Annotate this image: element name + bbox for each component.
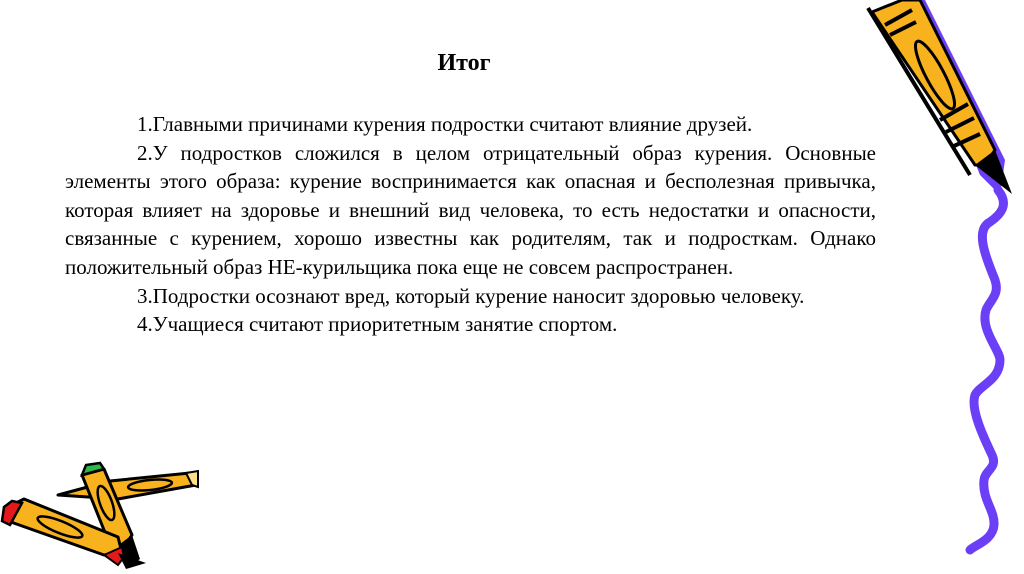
list-item-text: Главными причинами курения подростки считают влияние друзей. xyxy=(152,112,753,136)
pencil-drawing-squiggle-icon xyxy=(850,0,1024,574)
list-item-text: У подростков сложился в целом отрицательный образ курения. Основные элементы этого образа: курение воспринимается как опасная и бесполезная привычка, которая влияет на здоровье и внешний вид человека, то есть недостатки и опасности, связанные с курением, хорошо известны как родителям, так и подросткам. Однако положительный образ НЕ-курильщика пока еще не совсем распространен. xyxy=(65,140,876,279)
list-item-4 xyxy=(65,310,876,339)
list-item-1 xyxy=(65,110,876,139)
list-item-text: Подростки осознают вред, который курение наносит здоровью человеку. xyxy=(152,283,805,308)
list-item-2 xyxy=(65,139,876,282)
list-item-3 xyxy=(65,282,876,311)
list-item-number: 2. xyxy=(137,140,153,165)
list-item-number: 1. xyxy=(137,112,153,136)
summary-list xyxy=(65,110,876,339)
slide-title: Итог xyxy=(437,50,491,76)
crossed-pencils-icon xyxy=(0,455,210,574)
list-item-text: Учащиеся считают приоритетным занятие спортом. xyxy=(152,312,618,337)
list-item-number: 4. xyxy=(137,312,153,337)
list-item-number: 3. xyxy=(137,283,153,308)
